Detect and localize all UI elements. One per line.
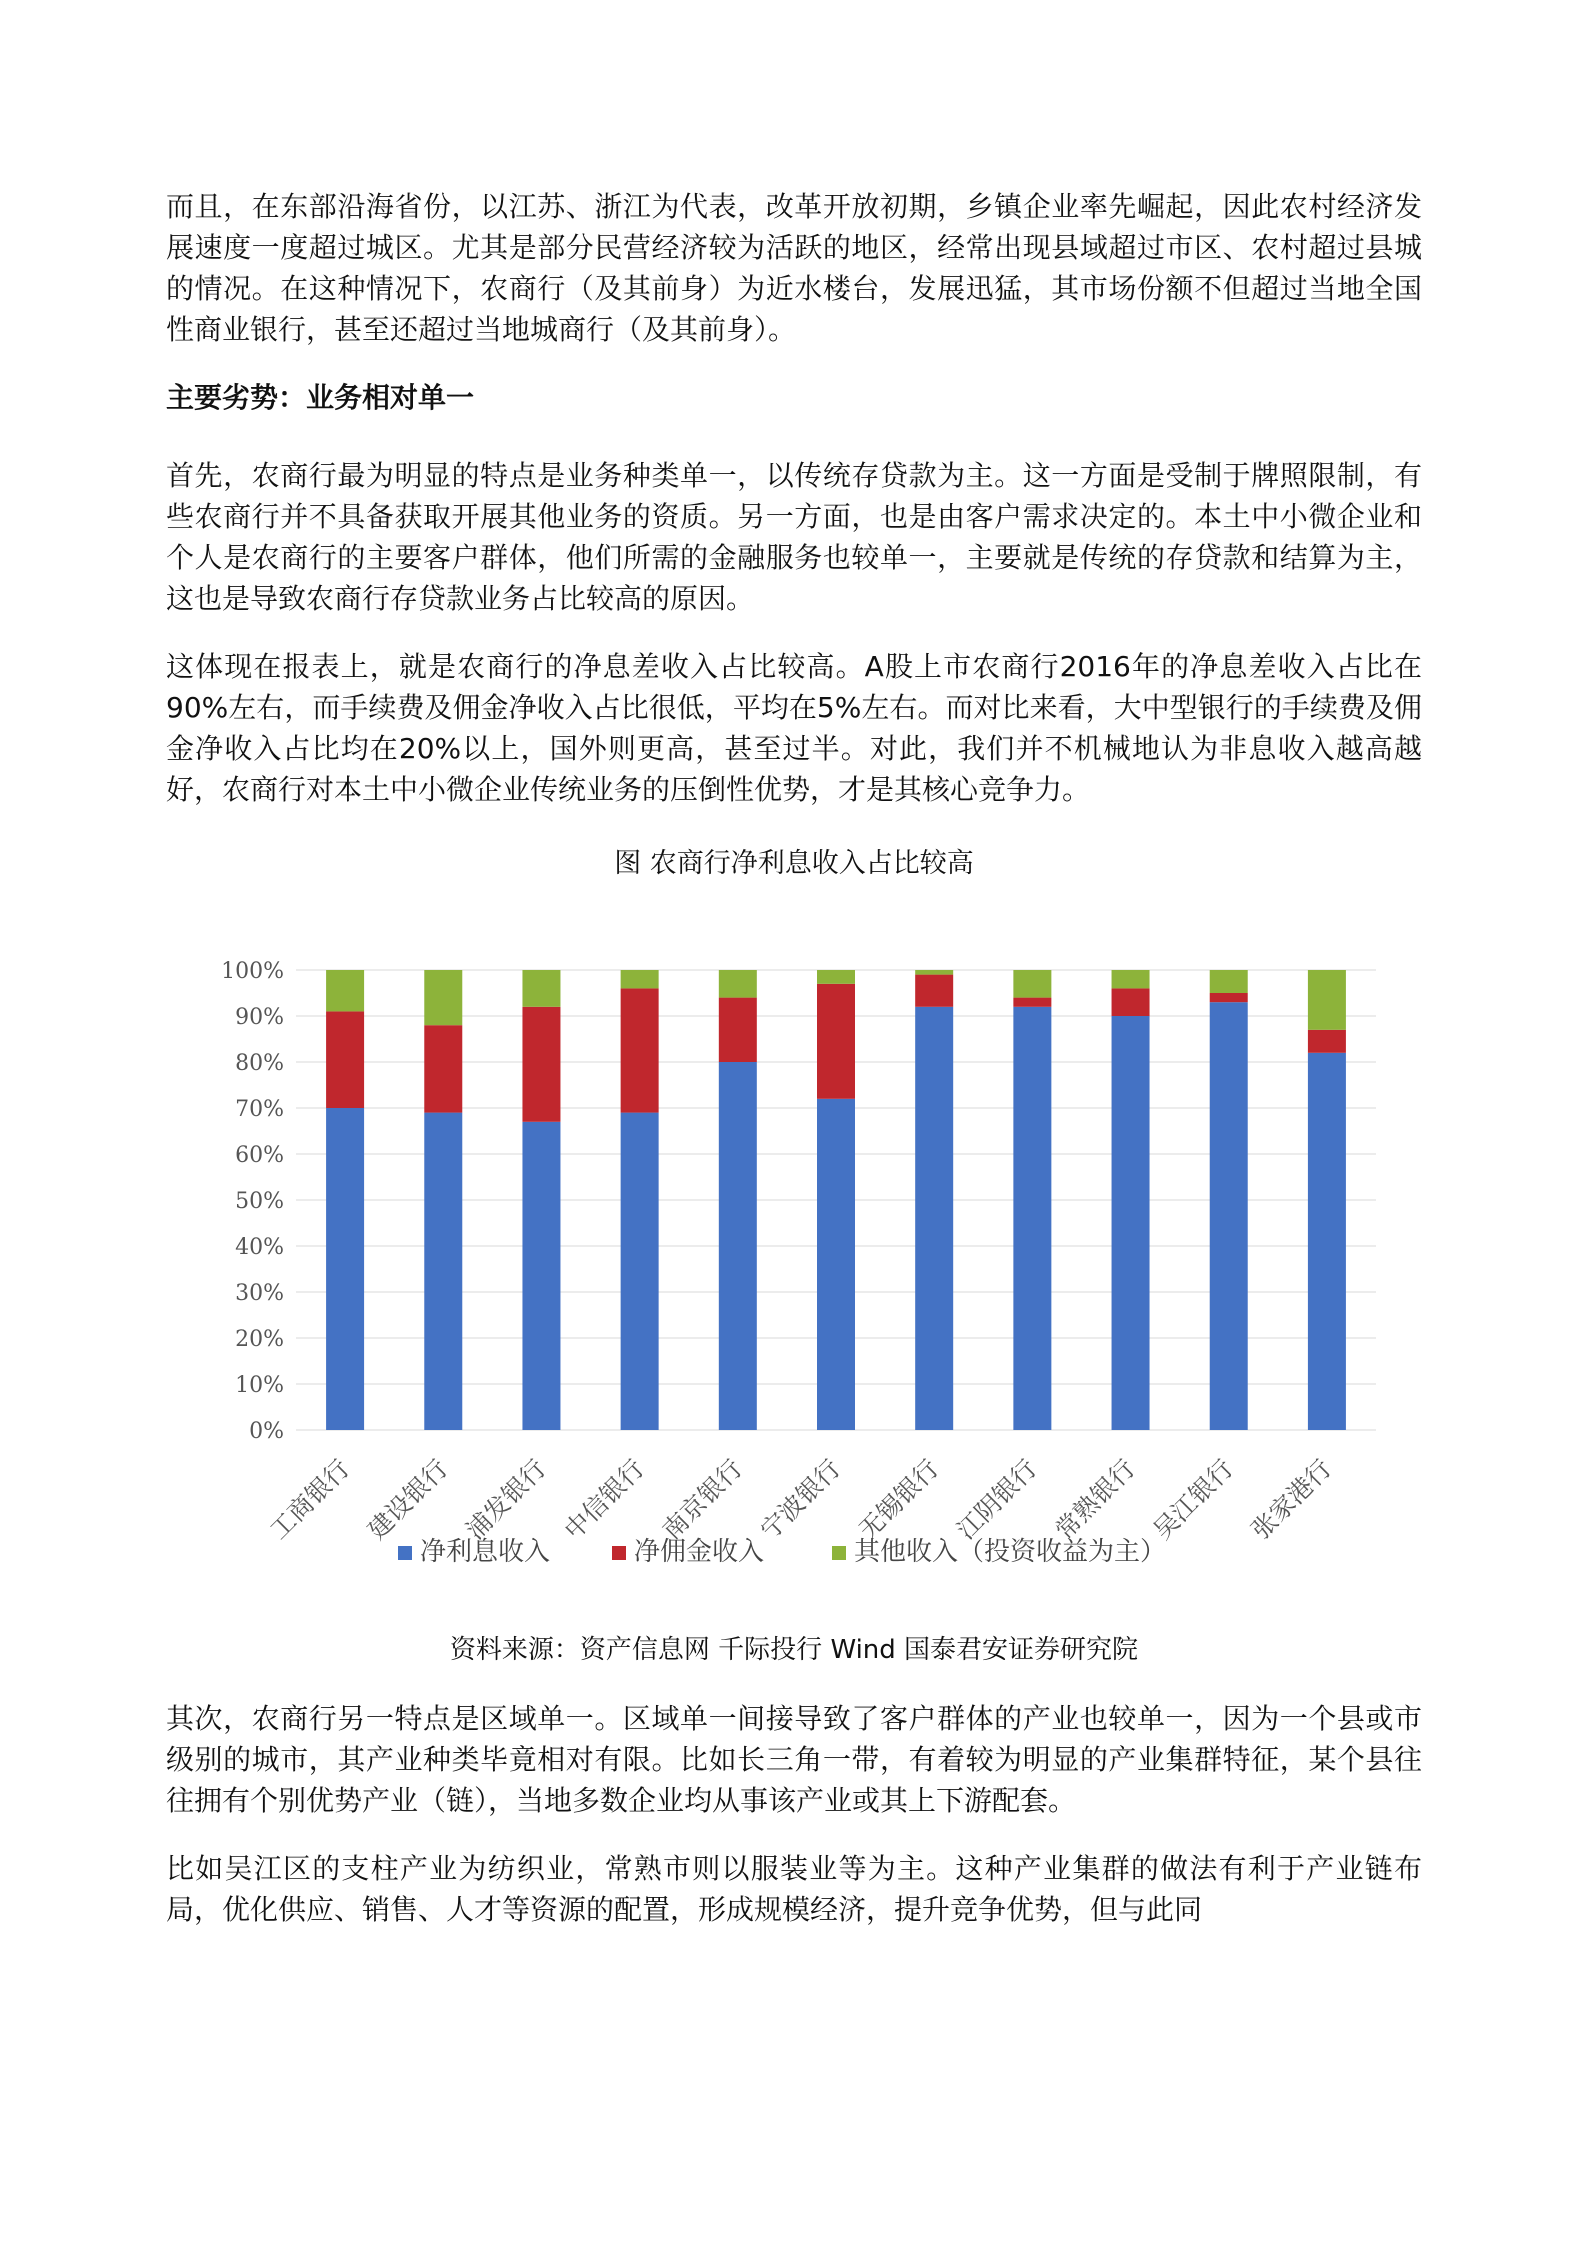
bar-net-interest bbox=[1112, 1016, 1150, 1430]
bar-net-commission bbox=[1210, 993, 1248, 1002]
x-tick-label: 吴江银行 bbox=[1147, 1453, 1239, 1545]
x-tick-label: 宁波银行 bbox=[755, 1453, 847, 1545]
bar-other-income bbox=[326, 970, 364, 1011]
bar-net-commission bbox=[1308, 1030, 1346, 1053]
bar-net-commission bbox=[621, 988, 659, 1112]
bar-net-commission bbox=[326, 1011, 364, 1108]
chart-svg bbox=[166, 920, 1422, 1620]
y-tick-label: 70% bbox=[235, 1097, 284, 1122]
legend-swatch bbox=[832, 1546, 846, 1560]
x-tick-label: 建设银行 bbox=[362, 1453, 454, 1545]
bar-net-interest bbox=[522, 1122, 560, 1430]
paragraphs-mid bbox=[166, 455, 1422, 810]
x-tick-label: 中信银行 bbox=[558, 1453, 650, 1545]
bar-other-income bbox=[424, 970, 462, 1025]
bar-other-income bbox=[719, 970, 757, 998]
y-tick-label: 40% bbox=[235, 1235, 284, 1260]
paragraph: 这体现在报表上，就是农商行的净息差收入占比较高。A股上市农商行2016年的净息差收入占比在90%左右，而手续费及佣金净收入占比很低，平均在5%左右。而对比来看，大中型银行的手续费及佣金净收入占比均在20%以上，国外则更高，甚至过半。对此，我们并不机械地认为非息收入越高越好，农商行对本土中小微企业传统业务的压倒性优势，才是其核心竞争力。 bbox=[166, 650, 1422, 806]
bar-other-income bbox=[522, 970, 560, 1007]
bar-net-interest bbox=[621, 1113, 659, 1430]
bar-other-income bbox=[1112, 970, 1150, 988]
bar-net-interest bbox=[326, 1108, 364, 1430]
source-note: 资料来源：资产信息网 千际投行 Wind 国泰君安证券研究院 bbox=[449, 1635, 1139, 1665]
y-tick-label: 80% bbox=[235, 1051, 284, 1076]
y-tick-label: 10% bbox=[235, 1373, 284, 1398]
paragraphs-top bbox=[166, 186, 1422, 350]
bar-net-interest bbox=[817, 1099, 855, 1430]
stacked-bar-chart bbox=[166, 920, 1422, 1620]
bar-other-income bbox=[817, 970, 855, 984]
bar-net-interest bbox=[1013, 1007, 1051, 1430]
legend-label: 其他收入（投资收益为主） bbox=[854, 1537, 1167, 1567]
bar-net-interest bbox=[424, 1113, 462, 1430]
bar-net-commission bbox=[915, 975, 953, 1007]
bar-net-interest bbox=[915, 1007, 953, 1430]
paragraph: 首先，农商行最为明显的特点是业务种类单一，以传统存贷款为主。这一方面是受制于牌照限制，有些农商行并不具备获取开展其他业务的资质。另一方面，也是由客户需求决定的。本土中小微企业和个人是农商行的主要客户群体，他们所需的金融服务也较单一，主要就是传统的存贷款和结算为主，这也是导致农商行存贷款业务占比较高的原因。 bbox=[166, 459, 1422, 615]
x-tick-label: 江阴银行 bbox=[951, 1453, 1043, 1545]
y-tick-label: 30% bbox=[235, 1281, 284, 1306]
legend-label: 净利息收入 bbox=[420, 1537, 551, 1567]
x-tick-label: 无锡银行 bbox=[853, 1453, 945, 1545]
bar-other-income bbox=[1308, 970, 1346, 1030]
legend-swatch bbox=[612, 1546, 626, 1560]
x-tick-label: 南京银行 bbox=[656, 1453, 749, 1545]
bar-other-income bbox=[621, 970, 659, 988]
y-tick-label: 0% bbox=[249, 1419, 284, 1444]
legend-label: 净佣金收入 bbox=[634, 1537, 765, 1567]
section-heading: 主要劣势：业务相对单一 bbox=[166, 381, 475, 414]
paragraph: 而且，在东部沿海省份，以江苏、浙江为代表，改革开放初期，乡镇企业率先崛起，因此农村经济发展速度一度超过城区。尤其是部分民营经济较为活跃的地区，经常出现县域超过市区、农村超过县城的情况。在这种情况下，农商行（及其前身）为近水楼台，发展迅猛，其市场份额不但超过当地全国性商业银行，甚至还超过当地城商行（及其前身）。 bbox=[166, 190, 1422, 346]
x-tick-label: 浦发银行 bbox=[460, 1453, 552, 1545]
bar-net-interest bbox=[1308, 1053, 1346, 1430]
x-tick-label: 工商银行 bbox=[264, 1453, 356, 1545]
paragraph: 其次，农商行另一特点是区域单一。区域单一间接导致了客户群体的产业也较单一，因为一个县或市级别的城市，其产业种类毕竟相对有限。比如长三角一带，有着较为明显的产业集群特征，某个县往往拥有个别优势产业（链），当地多数企业均从事该产业或其上下游配套。 bbox=[166, 1702, 1422, 1817]
x-tick-label: 张家港行 bbox=[1245, 1453, 1338, 1545]
y-tick-label: 90% bbox=[235, 1005, 284, 1030]
x-tick-label: 常熟银行 bbox=[1049, 1453, 1141, 1545]
y-tick-label: 20% bbox=[235, 1327, 284, 1352]
y-tick-label: 100% bbox=[221, 959, 284, 984]
y-tick-label: 50% bbox=[235, 1189, 284, 1214]
legend-swatch bbox=[398, 1546, 412, 1560]
bar-net-commission bbox=[522, 1007, 560, 1122]
bar-net-commission bbox=[424, 1025, 462, 1112]
bar-net-commission bbox=[719, 998, 757, 1062]
y-tick-label: 60% bbox=[235, 1143, 284, 1168]
bar-net-commission bbox=[817, 984, 855, 1099]
bar-net-commission bbox=[1013, 998, 1051, 1007]
paragraphs-bottom bbox=[166, 1698, 1422, 1930]
bar-net-commission bbox=[1112, 988, 1150, 1016]
bar-net-interest bbox=[1210, 1002, 1248, 1430]
bar-other-income bbox=[915, 970, 953, 975]
bar-net-interest bbox=[719, 1062, 757, 1430]
figure-title: 图 农商行净利息收入占比较高 bbox=[614, 848, 974, 879]
document-page bbox=[166, 186, 1422, 1957]
bar-other-income bbox=[1210, 970, 1248, 993]
bar-other-income bbox=[1013, 970, 1051, 998]
paragraph: 比如吴江区的支柱产业为纺织业，常熟市则以服装业等为主。这种产业集群的做法有利于产业链布局，优化供应、销售、人才等资源的配置，形成规模经济，提升竞争优势，但与此同 bbox=[166, 1852, 1422, 1926]
